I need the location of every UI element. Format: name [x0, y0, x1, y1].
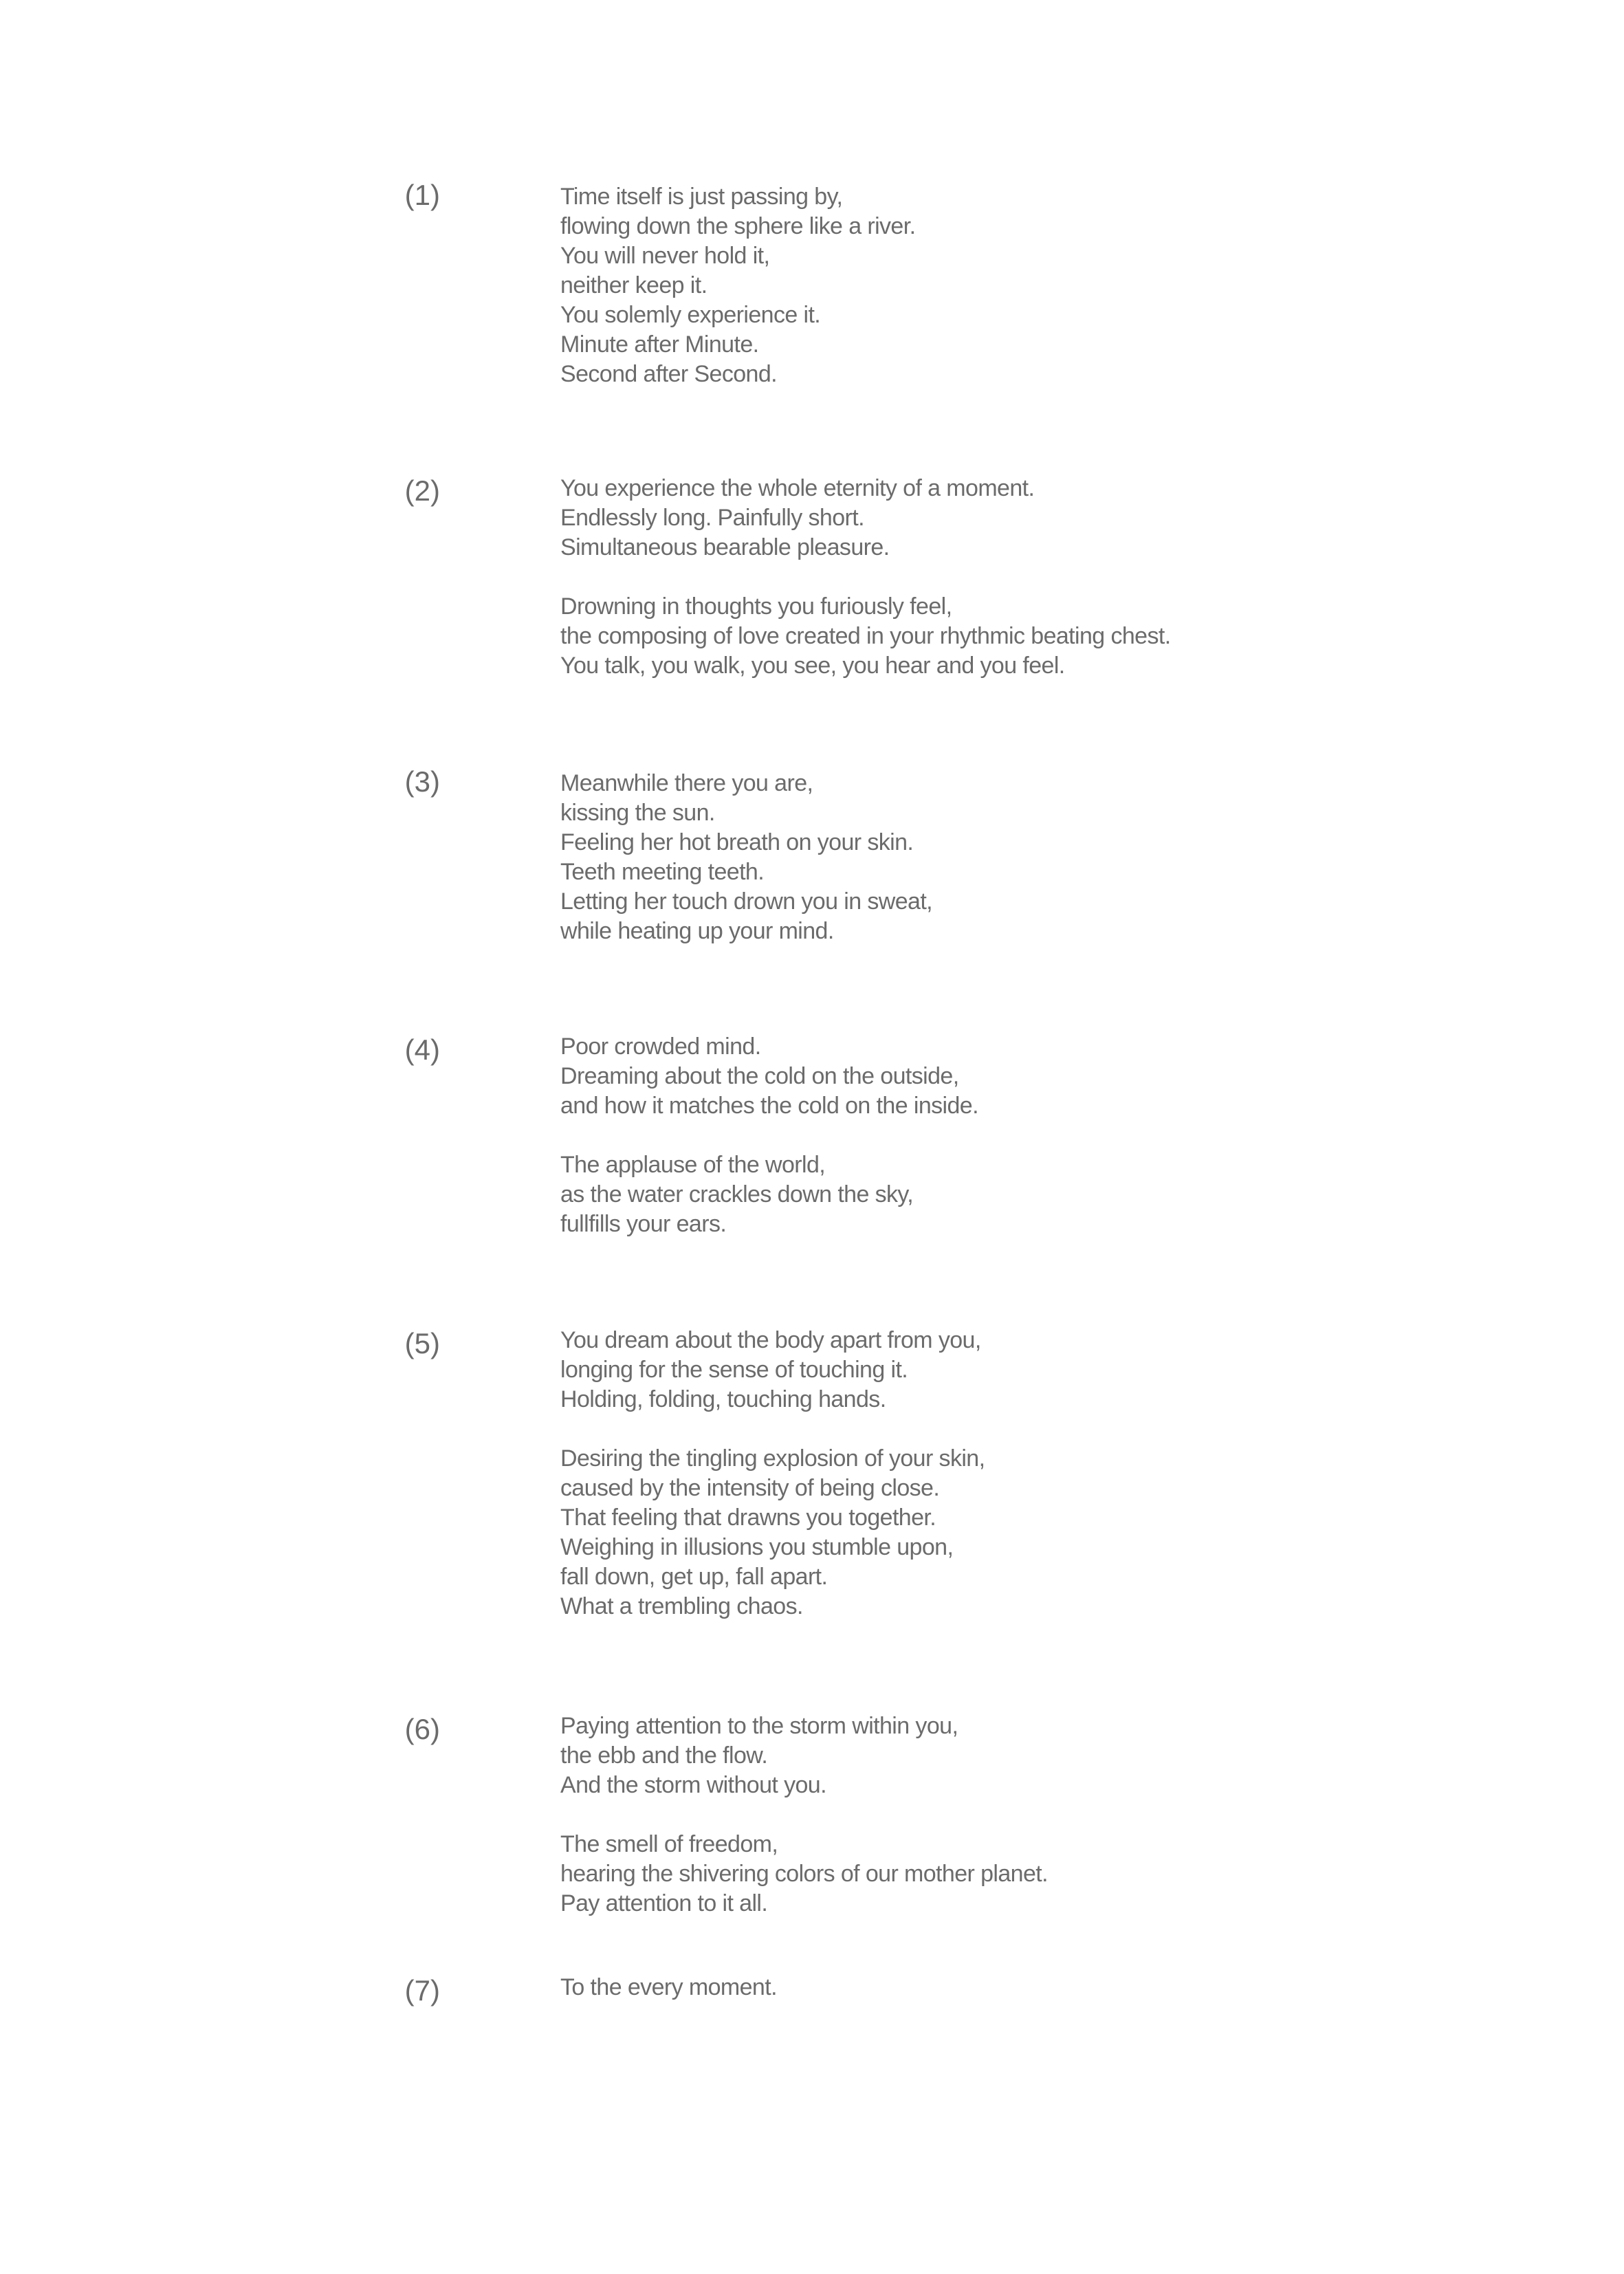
section-number: (7) [404, 1974, 440, 2007]
poem-line: Pay attention to it all. [560, 1890, 768, 1916]
section-number: (1) [404, 179, 440, 211]
poem-line: The smell of freedom, [560, 1831, 778, 1857]
poem-line: Dreaming about the cold on the outside, [560, 1063, 959, 1089]
stanza [560, 1712, 1523, 1800]
stanza [560, 1326, 1523, 1414]
poem-line: the composing of love created in your rhythmic beating chest. [560, 623, 1171, 649]
stanza [560, 1973, 1523, 2002]
poem-line: kissing the sun. [560, 800, 715, 826]
poem-line: the ebb and the flow. [560, 1742, 768, 1769]
poem-line: That feeling that drawns you together. [560, 1505, 936, 1531]
poem-line: You dream about the body apart from you, [560, 1327, 981, 1353]
poem-line: Teeth meeting teeth. [560, 859, 765, 885]
section-text [560, 769, 1523, 976]
poem-line: To the every moment. [560, 1974, 777, 2000]
section-number: (2) [404, 474, 440, 507]
poem-line: Time itself is just passing by, [560, 184, 843, 210]
stanza [560, 592, 1523, 681]
poem-line: Holding, folding, touching hands. [560, 1386, 886, 1412]
stanza [560, 769, 1523, 946]
poem-line: You solemly experience it. [560, 302, 821, 328]
section-text [560, 1973, 1523, 2032]
poem-line: You experience the whole eternity of a moment. [560, 475, 1035, 501]
poem-line: Poor crowded mind. [560, 1034, 761, 1060]
poem-line: Letting her touch drown you in sweat, [560, 888, 933, 915]
section-number: (6) [404, 1713, 440, 1745]
stanza [560, 182, 1523, 389]
poem-line: Weighing in illusions you stumble upon, [560, 1534, 954, 1560]
poem-line: Minute after Minute. [560, 331, 759, 358]
poem-line: caused by the intensity of being close. [560, 1475, 940, 1501]
section-number: (4) [404, 1034, 440, 1066]
stanza [560, 1830, 1523, 1918]
poem-line: hearing the shivering colors of our mother planet. [560, 1861, 1048, 1887]
poem-line: Second after Second. [560, 361, 778, 387]
poem-line: Simultaneous bearable pleasure. [560, 534, 890, 560]
section-text [560, 1712, 1523, 1948]
section-text [560, 1326, 1523, 1651]
poem-line: The applause of the world, [560, 1152, 826, 1178]
section-number: (5) [404, 1327, 440, 1359]
stanza [560, 474, 1523, 562]
poem-line: while heating up your mind. [560, 918, 834, 944]
poem-line: Desiring the tingling explosion of your skin, [560, 1445, 985, 1472]
section-text [560, 182, 1523, 419]
section-text [560, 1032, 1523, 1269]
poem-line: Drowning in thoughts you furiously feel, [560, 593, 952, 620]
poem-line: Feeling her hot breath on your skin. [560, 829, 914, 855]
section-text [560, 474, 1523, 710]
poem-line: Paying attention to the storm within you, [560, 1713, 958, 1739]
poem-line: neither keep it. [560, 272, 707, 298]
stanza [560, 1032, 1523, 1121]
stanza [560, 1444, 1523, 1621]
poem-line: You talk, you walk, you see, you hear and you feel. [560, 653, 1065, 679]
section-number: (3) [404, 765, 440, 798]
poem-line: And the storm without you. [560, 1772, 826, 1798]
poem-line: What a trembling chaos. [560, 1593, 803, 1619]
poem-line: as the water crackles down the sky, [560, 1181, 914, 1207]
poem-line: longing for the sense of touching it. [560, 1357, 908, 1383]
poem-line: and how it matches the cold on the inside. [560, 1093, 978, 1119]
poem-line: fullfills your ears. [560, 1211, 727, 1237]
stanza [560, 1150, 1523, 1239]
poem-line: You will never hold it, [560, 243, 770, 269]
poem-line: fall down, get up, fall apart. [560, 1564, 828, 1590]
poem-line: Meanwhile there you are, [560, 770, 813, 796]
poem-line: flowing down the sphere like a river. [560, 213, 916, 239]
poem-line: Endlessly long. Painfully short. [560, 505, 864, 531]
